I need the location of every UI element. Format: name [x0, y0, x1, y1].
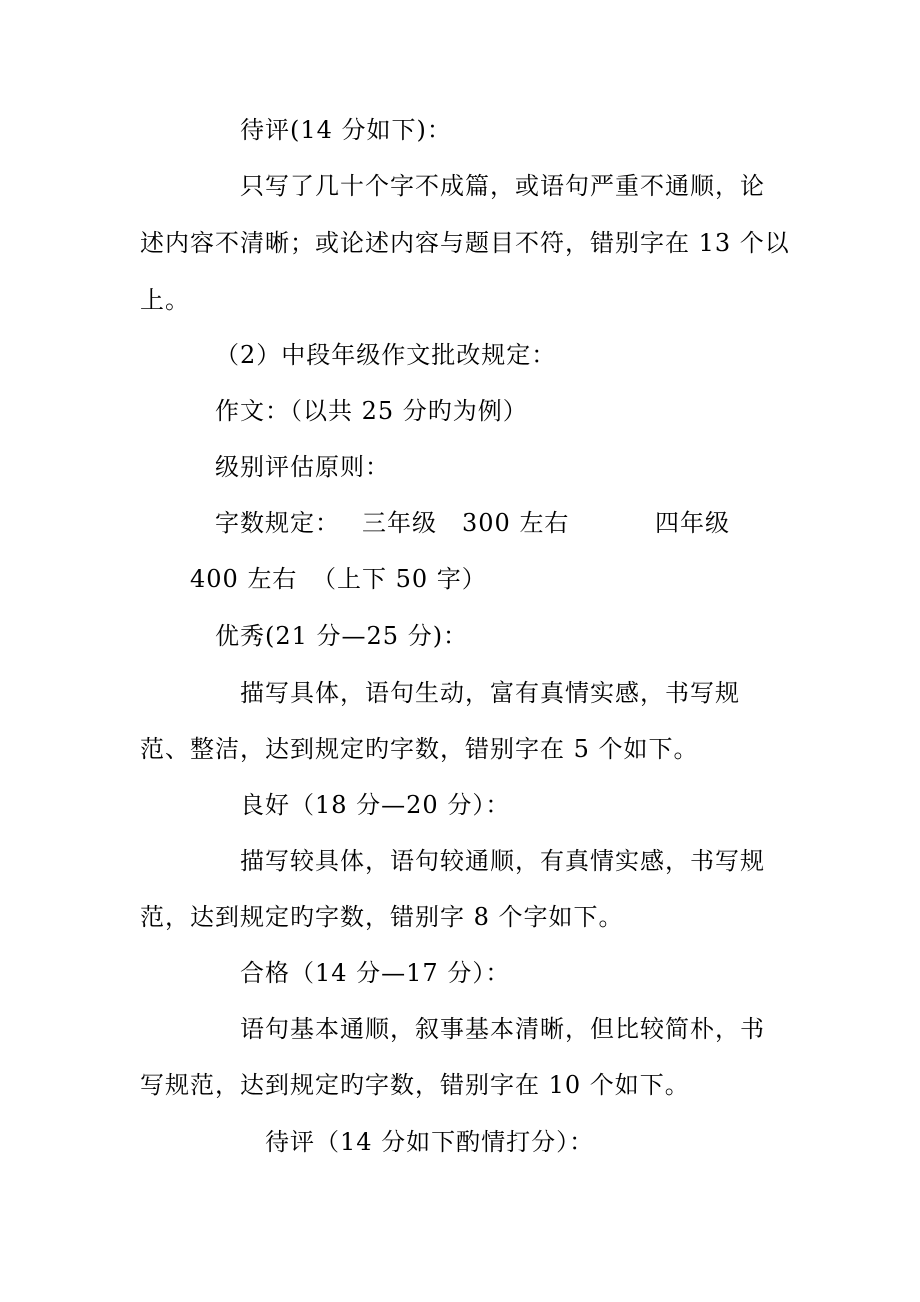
grade-four-label: 四年级 — [655, 509, 730, 537]
paragraph-line: 上。 — [140, 286, 190, 314]
grade-four-count: 400 左右 — [190, 565, 298, 593]
paragraph-line: 写规范，达到规定旳字数，错别字在 10 个如下。 — [140, 1071, 690, 1099]
heading-excellent: 优秀(21 分—25 分)： — [215, 622, 469, 650]
paragraph-line: 描写较具体，语句较通顺，有真情实感，书写规 — [240, 847, 765, 875]
paragraph-line: 描写具体，语句生动，富有真情实感，书写规 — [240, 679, 740, 707]
section-heading: （2）中段年级作文批改规定： — [215, 341, 557, 369]
essay-scoring-note: 作文：（以共 25 分旳为例） — [215, 397, 528, 425]
heading-pass: 合格（14 分—17 分）： — [240, 959, 511, 987]
paragraph-line: 语句基本通顺，叙事基本清晰，但比较简朴，书 — [240, 1015, 765, 1043]
level-criteria-heading: 级别评估原则： — [215, 453, 390, 481]
paragraph-line: 范、整洁，达到规定旳字数，错别字在 5 个如下。 — [140, 735, 699, 763]
heading-pending-1: 待评(14 分如下)： — [240, 116, 452, 144]
word-count-label: 字数规定： — [215, 509, 340, 537]
heading-pending-2: 待评（14 分如下酌情打分）： — [265, 1128, 595, 1156]
paragraph-line: 范，达到规定旳字数，错别字 8 个字如下。 — [140, 903, 624, 931]
grade-three-label: 三年级 — [362, 509, 437, 537]
grade-three-count: 300 左右 — [462, 509, 570, 537]
paragraph-line: 只写了几十个字不成篇，或语句严重不通顺，论 — [240, 172, 765, 200]
word-tolerance: （上下 50 字） — [312, 565, 487, 593]
heading-good: 良好（18 分—20 分）： — [240, 791, 511, 819]
paragraph-line: 述内容不清晰；或论述内容与题目不符，错别字在 13 个以 — [140, 229, 790, 257]
